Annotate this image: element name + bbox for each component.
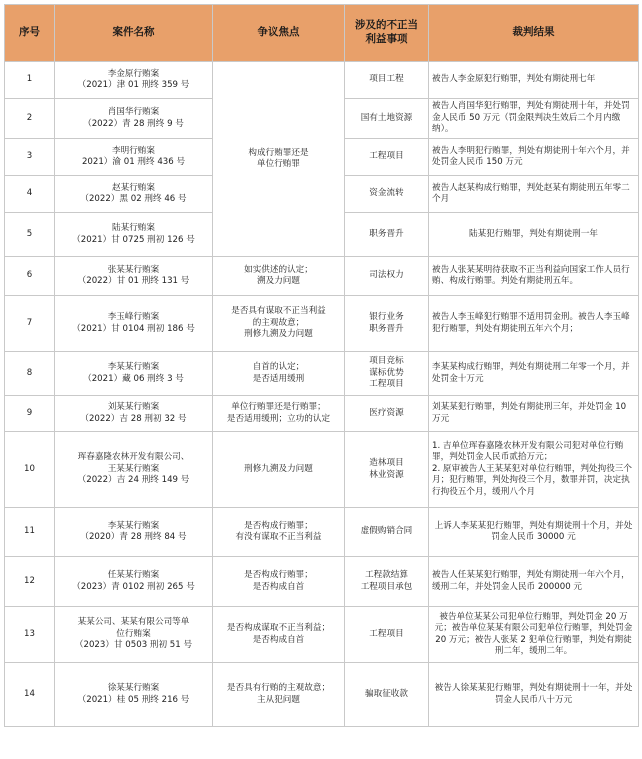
improper-benefit: 工程款结算 工程项目承包	[345, 557, 429, 607]
improper-benefit: 银行业务 职务晋升	[345, 296, 429, 352]
header-result: 裁判结果	[429, 5, 639, 62]
row-number: 9	[5, 396, 55, 432]
case-name: 李某某行贿案 （2021）藏 06 刑终 3 号	[55, 352, 213, 396]
header-matter: 涉及的不正当 利益事项	[345, 5, 429, 62]
improper-benefit: 国有土地资源	[345, 99, 429, 139]
improper-benefit: 项目竞标 谋标优势 工程项目	[345, 352, 429, 396]
judgment-result: 被告单位某某公司犯单位行贿罪，判处罚金 20 万元；被告单位某某有限公司犯单位行贿罪，判处罚金 20 万元；被告人张某 2 犯单位行贿罪，判处有期徒刑二年，缓刑二年。	[429, 607, 639, 663]
improper-benefit: 虚假购销合同	[345, 508, 429, 557]
dispute-focus: 是否构成行贿罪； 是否构成自首	[213, 557, 345, 607]
improper-benefit: 医疗资源	[345, 396, 429, 432]
header-case-name: 案件名称	[55, 5, 213, 62]
judgment-result: 被告人李金原犯行贿罪，判处有期徒刑七年	[429, 62, 639, 99]
improper-benefit: 造林项目 林业资源	[345, 432, 429, 508]
row-number: 14	[5, 663, 55, 727]
header-no: 序号	[5, 5, 55, 62]
row-number: 3	[5, 139, 55, 176]
judgment-result: 李某某构成行贿罪，判处有期徒刑二年零一个月，并处罚金十万元	[429, 352, 639, 396]
judgment-result: 上诉人李某某犯行贿罪，判处有期徒刑十个月，并处罚金人民币 30000 元	[429, 508, 639, 557]
table-row	[5, 257, 639, 296]
case-name: 张某某行贿案 （2022）甘 01 刑终 131 号	[55, 257, 213, 296]
dispute-focus: 是否构成谋取不正当利益； 是否构成自首	[213, 607, 345, 663]
row-number: 8	[5, 352, 55, 396]
judgment-result: 陆某犯行贿罪，判处有期徒刑一年	[429, 213, 639, 257]
case-name: 李金原行贿案 （2021）津 01 刑终 359 号	[55, 62, 213, 99]
case-name: 珲春嘉隆农林开发有限公司、 王某某行贿案 （2022）吉 24 刑终 149 号	[55, 432, 213, 508]
case-name: 李玉峰行贿案 （2021）甘 0104 刑初 186 号	[55, 296, 213, 352]
row-number: 6	[5, 257, 55, 296]
judgment-result: 被告人肖国华犯行贿罪，判处有期徒刑十年，并处罚金人民币 50 万元（罚金限判决生效后二个月内缴纳）。	[429, 99, 639, 139]
row-number: 12	[5, 557, 55, 607]
case-name: 某某公司、某某有限公司等单 位行贿案 （2023）甘 0503 刑初 51 号	[55, 607, 213, 663]
case-name: 肖国华行贿案 （2022）青 28 刑终 9 号	[55, 99, 213, 139]
case-name: 李明行贿案 2021）渝 01 刑终 436 号	[55, 139, 213, 176]
improper-benefit: 司法权力	[345, 257, 429, 296]
improper-benefit: 职务晋升	[345, 213, 429, 257]
case-name: 李某某行贿案 （2020）青 28 刑终 84 号	[55, 508, 213, 557]
row-number: 13	[5, 607, 55, 663]
improper-benefit: 骗取征收款	[345, 663, 429, 727]
dispute-focus: 单位行贿罪还是行贿罪； 是否适用缓刑；立功的认定	[213, 396, 345, 432]
row-number: 11	[5, 508, 55, 557]
row-number: 1	[5, 62, 55, 99]
table-row	[5, 663, 639, 727]
judgment-result: 被告人张某某明待获取不正当利益向国家工作人员行贿、构成行贿罪。判处有期徒刑五年。	[429, 257, 639, 296]
case-name: 徐某某行贿案 （2021）桂 05 刑终 216 号	[55, 663, 213, 727]
improper-benefit: 资金流转	[345, 176, 429, 213]
judgment-result: 被告人任某某犯行贿罪，判处有期徒刑一年六个月，缓刑二年，并处罚金人民币 200000 元	[429, 557, 639, 607]
dispute-focus: 是否构成行贿罪； 有没有谋取不正当利益	[213, 508, 345, 557]
row-number: 10	[5, 432, 55, 508]
improper-benefit: 工程项目	[345, 139, 429, 176]
dispute-focus: 如实供述的认定； 溯及力问题	[213, 257, 345, 296]
dispute-focus: 自首的认定； 是否适用缓刑	[213, 352, 345, 396]
row-number: 4	[5, 176, 55, 213]
judgment-result: 被告人赵某构成行贿罪，判处赵某有期徒刑五年零二个月	[429, 176, 639, 213]
row-number: 7	[5, 296, 55, 352]
case-name: 陆某行贿案 （2021）甘 0725 刑初 126 号	[55, 213, 213, 257]
judgment-result: 被告人李明犯行贿罪，判处有期徒刑十年六个月，并处罚金人民币 150 万元	[429, 139, 639, 176]
case-table	[4, 4, 639, 727]
judgment-result: 被告人李玉峰犯行贿罪不适用罚金刑。被告人李玉峰犯行贿罪，判处有期徒刑五年六个月；	[429, 296, 639, 352]
judgment-result: 被告人徐某某犯行贿罪，判处有期徒刑十一年，并处罚金人民币八十万元	[429, 663, 639, 727]
improper-benefit: 工程项目	[345, 607, 429, 663]
row-number: 5	[5, 213, 55, 257]
table-row	[5, 62, 639, 99]
dispute-focus-merged: 构成行贿罪还是 单位行贿罪	[213, 62, 345, 257]
header-row	[5, 5, 639, 62]
row-number: 2	[5, 99, 55, 139]
dispute-focus: 是否具有行贿的主观故意； 主从犯问题	[213, 663, 345, 727]
improper-benefit: 项目工程	[345, 62, 429, 99]
case-name: 赵某行贿案 （2022）黑 02 刑终 46 号	[55, 176, 213, 213]
dispute-focus: 刑修九溯及力问题	[213, 432, 345, 508]
judgment-result: 刘某某犯行贿罪，判处有期徒刑三年，并处罚金 10 万元	[429, 396, 639, 432]
dispute-focus: 是否具有谋取不正当利益 的主观故意； 刑修九溯及力问题	[213, 296, 345, 352]
header-dispute: 争议焦点	[213, 5, 345, 62]
table-row	[5, 352, 639, 396]
table-row	[5, 296, 639, 352]
table-row	[5, 557, 639, 607]
table-row	[5, 432, 639, 508]
case-name: 刘某某行贿案 （2022）吉 28 刑初 32 号	[55, 396, 213, 432]
table-row	[5, 508, 639, 557]
case-name: 任某某行贿案 （2023）青 0102 刑初 265 号	[55, 557, 213, 607]
table-row	[5, 396, 639, 432]
judgment-result: 1. 吉单位珲春嘉隆农林开发有限公司犯对单位行贿罪，判处罚金人民币贰拾万元； 2. 原审被告人王某某犯对单位行贿罪，判处拘役三个月；犯行贿罪，判处拘役三个月，数罪并罚，决定执行拘役五个月，缓刑八个月	[429, 432, 639, 508]
table-row	[5, 607, 639, 663]
